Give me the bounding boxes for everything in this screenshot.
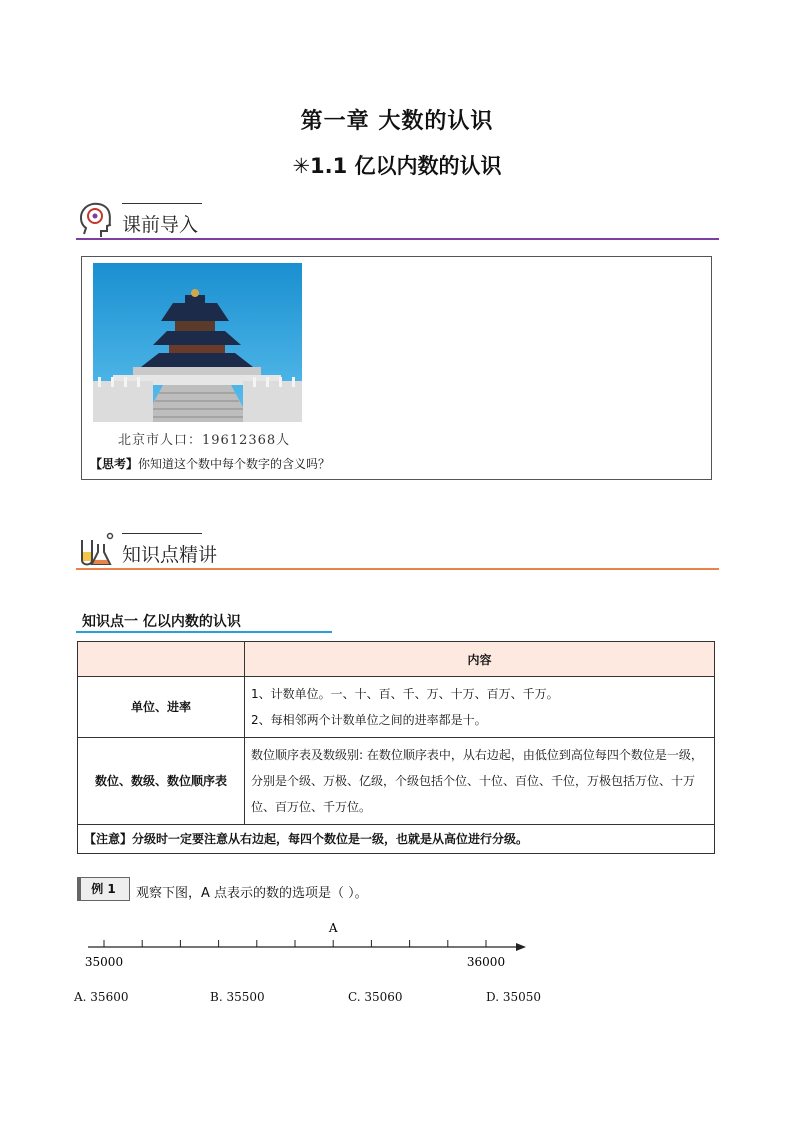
- start-label: 35000: [84, 955, 124, 968]
- option-c: C. 35060: [348, 990, 403, 1004]
- point-a-label: A: [328, 921, 338, 935]
- intro-section-rule: [76, 238, 719, 240]
- think-text: 你知道这个数中每个数字的含义吗？: [138, 457, 331, 471]
- option-d: D. 35050: [486, 990, 541, 1004]
- row-name: 单位、进率: [78, 677, 245, 738]
- intro-box: [81, 256, 712, 480]
- row-line: 1、计数单位。一、十、百、千、万、十万、百万、千万。: [251, 687, 559, 701]
- row-name: 数位、数级、数位顺序表: [78, 738, 245, 825]
- table-header-row: [78, 642, 715, 677]
- knowledge-section-label: 知识点精讲: [122, 544, 218, 566]
- end-label: 36000: [466, 955, 506, 968]
- table-row: [78, 738, 715, 825]
- row-content: [245, 677, 715, 738]
- example-question: 观察下图，A 点表示的数的选项是（ ）。: [136, 886, 368, 901]
- row-content: [245, 738, 715, 825]
- knowledge-point-underline: [76, 631, 332, 633]
- table-header-cell: 内容: [245, 642, 715, 677]
- think-prompt: [90, 455, 330, 472]
- lab-flask-icon: [76, 530, 116, 570]
- example-badge: 例 1: [77, 877, 130, 901]
- intro-section-header: [76, 200, 719, 240]
- table-note-row: [78, 825, 715, 854]
- section-title: ✳1.1 亿以内数的认识: [292, 154, 502, 178]
- photo-caption: 北京市人口：19612368人: [118, 433, 291, 448]
- think-tag: 【思考】: [90, 457, 139, 471]
- knowledge-section-rule: [76, 568, 719, 570]
- knowledge-table: [77, 641, 715, 854]
- knowledge-section-header: [76, 530, 719, 570]
- chapter-title: 第一章 大数的认识: [300, 109, 494, 134]
- number-line: [80, 918, 540, 968]
- number-line-arrow: [516, 943, 526, 951]
- row-line: 2、每相邻两个计数单位之间的进率都是十。: [251, 713, 487, 727]
- option-b: B. 35500: [210, 990, 265, 1004]
- head-thinking-icon: [76, 200, 116, 240]
- option-a: A. 35600: [74, 990, 129, 1004]
- table-note: 【注意】分级时一定要注意从右边起，每四个数位是一级，也就是从高位进行分级。: [78, 825, 715, 854]
- knowledge-point-title: 知识点一 亿以内数的认识: [82, 614, 241, 630]
- intro-section-label: 课前导入: [122, 214, 199, 236]
- row-line: 数位顺序表及数级别: 在数位顺序表中，从右边起，由低位到高位每四个数位是一级，分别是个级、万极、亿级，个级包括个位、十位、百位、千位，万极包括万位、十万位、百万位、千万位。: [251, 748, 703, 814]
- table-row: [78, 677, 715, 738]
- table-header-cell: [78, 642, 245, 677]
- temple-of-heaven-photo: [93, 263, 302, 422]
